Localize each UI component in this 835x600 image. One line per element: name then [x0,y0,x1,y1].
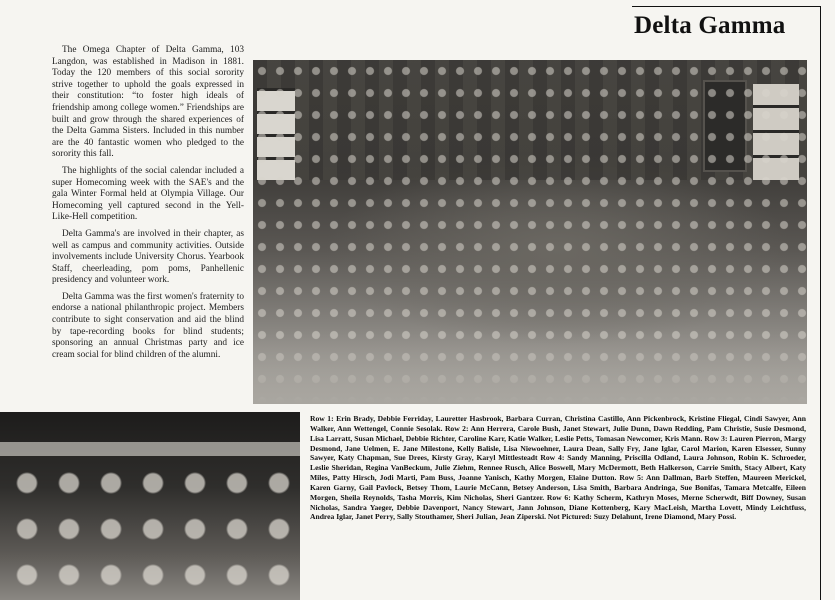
article-paragraph: The highlights of the social calendar included a super Homecoming week with the SAE's and the gala Winter Formal held at Olympia Village. Our Homecoming yell captured second in the Yell-Like-Hell competition. [52,165,244,223]
party-photo [0,412,300,600]
photo-floor [253,334,807,404]
article-paragraph: The Omega Chapter of Delta Gamma, 103 Langdon, was established in Madison in 1881. Today the 120 members of this social sorority strive together to uphold the goals expressed in their constitution: “to foster high ideals of friendship among college women.” Friendships are built and grow through the shared experiences of the Delta Gamma Sisters. Included in this number are the 40 fantastic women who pledged to the sorority this fall. [52,45,244,160]
title-rule [632,6,821,7]
article-paragraph: Delta Gamma's are involved in their chapter, as well as campus and community activities. Outside involvements include University Chorus. Yearbook Staff, cheerleading, pom poms, Panhellenic presidency and volunteer work. [52,228,244,286]
photo-faces [0,452,300,600]
group-photo [253,60,807,404]
page-title: Delta Gamma [634,12,786,39]
article-paragraph: Delta Gamma was the first women's fraternity to endorse a national philanthropic project. Members contribute to sight conservation and aid the blind by tape-recording books for blind students; sponsoring an annual Christmas party and ice cream social for blind children of the alumni. [52,291,244,360]
photo-caption: Row 1: Erin Brady, Debbie Ferriday, Lauretter Hasbrook, Barbara Curran, Christina Castillo, Ann Pickenbrock, Kristine Fliegal, Cindi Sawyer, Ann Walker, Ann Wettengel, Connie Sesolak. Row 2: Ann Herrera, Carole Bush, Janet Stewart, Julie Dunn, Dawn Redding, Pam Christie, Susie Desmond, Lisa Larratt, Susan Michael, Debbie Richter, Caroline Karr, Katie Walker, Leslie Petts, Tomasan Newcomer, Kris Mann. Row 3: Lauren Pierron, Margy Desmond, Jane Uelmen, E. Jane Milestone, Kelly Balisle, Lisa Niewoehner, Laura Dean, Sally Fry, Jane Iglar, Carol Marion, Karen Elsesser, Sunny Sawyer, Katy Chapman, Sue Drees, Kirsty Gray, Karyl Mittlesteadt Row 4: Sandy Manning, Priscilla Odland, Laura Johnson, Robin K. Schroeder, Leslie Sheridan, Regina VanBeckum, Julie Ziehm, Rennee Rusch, Alice Boswell, Mary McDermott, Beth Halkerson, Carrie Smith, Stacy Albert, Katy Miles, Patty Hirsch, Jodi Marti, Pam Buss, Joanne Yanisch, Kathy Morgen, Elaine Dutton. Row 5: Ann Dallman, Barb Steffen, Maureen Merickel, Karen Garny, Gail Pavlock, Betsey Thom, Laurie McCann, Betsey Anderson, Lisa Smith, Barbara Andringa, Sue Bonifas, Tamara Metcalfe, Eileen Morgen, Sheila Reynolds, Tasha Morris, Kim Nicholas, Sheri Gantzer. Row 6: Kathy Scherm, Kathryn Moses, Merne Scherwdt, Biff Downey, Susan Nicholas, Sandra Yaeger, Debbie Davenport, Nancy Stewart, Jann Johnson, Diane Kottenberg, Kary MacLeish, Martha Lovett, Mindy Leichtfuss, Andrea Iglar, Janet Perry, Sally Stouthamer, Sheri Julian, Jean Ziperski. Not Pictured: Suzy Delahunt, Irene Diamond, Mary Possi. [310,414,806,522]
page-border-rule [820,6,821,600]
article-body [52,45,244,366]
